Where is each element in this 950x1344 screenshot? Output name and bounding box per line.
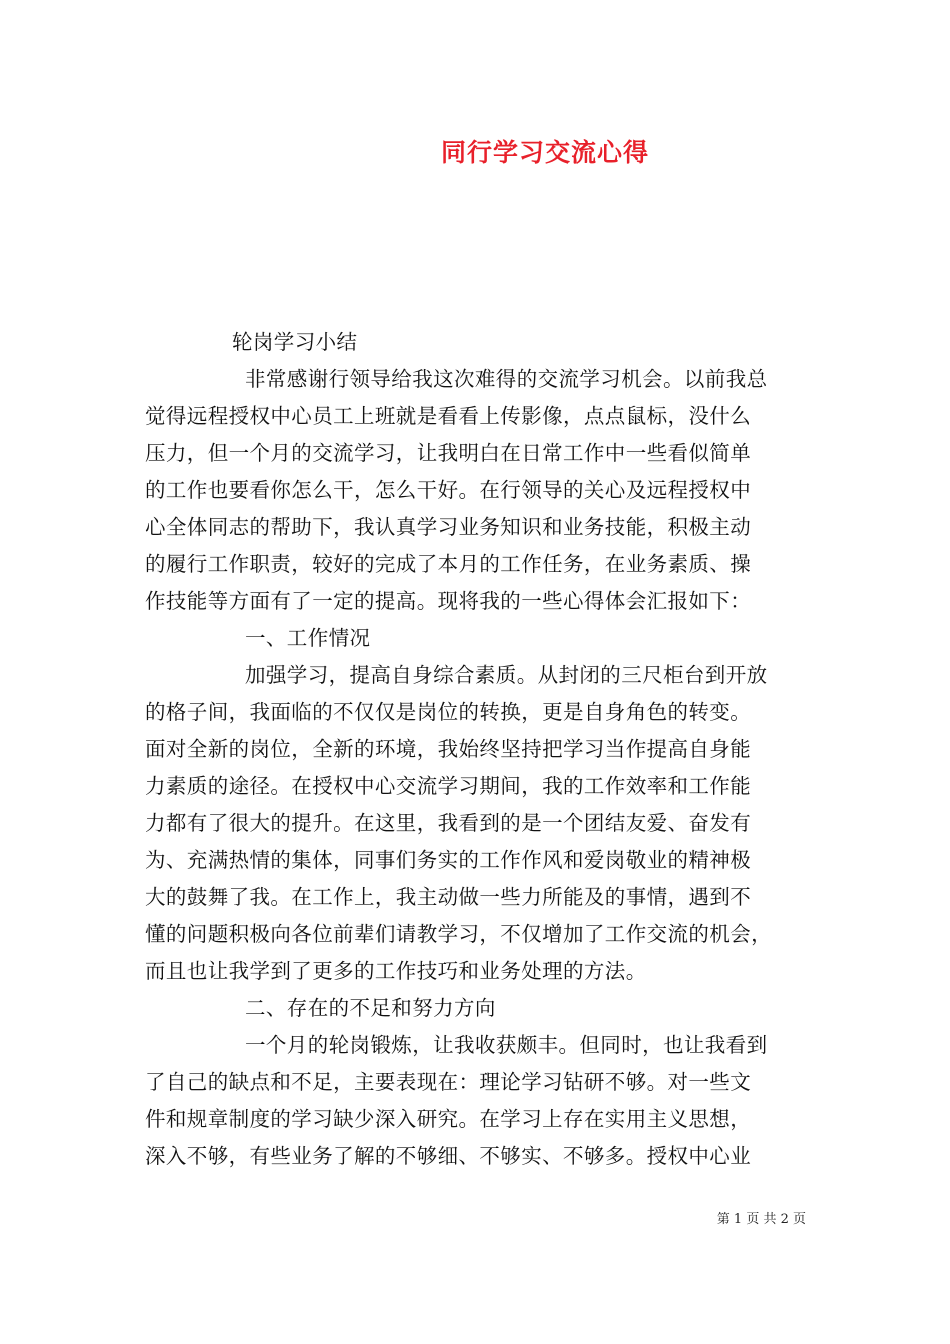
section-heading: 二、存在的不足和努力方向 — [245, 996, 496, 1020]
paragraph-line: 的履行工作职责，较好的完成了本月的工作任务，在业务素质、操 — [145, 552, 752, 576]
paragraph-line: 深入不够，有些业务了解的不够细、不够实、不够多。授权中心业 — [145, 1144, 752, 1168]
paragraph-line: 件和规章制度的学习缺少深入研究。在学习上存在实用主义思想， — [145, 1107, 752, 1131]
paragraph-line: 面对全新的岗位，全新的环境，我始终坚持把学习当作提高自身能 — [145, 737, 752, 761]
paragraph-line: 加强学习，提高自身综合素质。从封闭的三尺柜台到开放 — [245, 663, 768, 687]
paragraph-line: 心全体同志的帮助下，我认真学习业务知识和业务技能，积极主动 — [145, 515, 752, 539]
document-subtitle: 轮岗学习小结 — [232, 330, 358, 354]
paragraph-line: 力都有了很大的提升。在这里，我看到的是一个团结友爱、奋发有 — [145, 811, 752, 835]
paragraph-line: 作技能等方面有了一定的提高。现将我的一些心得体会汇报如下： — [145, 589, 752, 613]
paragraph-line: 懂的问题积极向各位前辈们请教学习，不仅增加了工作交流的机会， — [145, 922, 772, 946]
paragraph-line: 大的鼓舞了我。在工作上，我主动做一些力所能及的事情，遇到不 — [145, 885, 752, 909]
paragraph-line: 力素质的途径。在授权中心交流学习期间，我的工作效率和工作能 — [145, 774, 752, 798]
paragraph-line: 觉得远程授权中心员工上班就是看看上传影像，点点鼠标，没什么 — [145, 404, 752, 428]
document-body — [145, 324, 810, 1175]
paragraph-line: 一个月的轮岗锻炼，让我收获颇丰。但同时，也让我看到 — [245, 1033, 768, 1057]
paragraph-line: 了自己的缺点和不足，主要表现在：理论学习钻研不够。对一些文 — [145, 1070, 752, 1094]
paragraph-line: 压力，但一个月的交流学习，让我明白在日常工作中一些看似简单 — [145, 441, 752, 465]
paragraph-line: 而且也让我学到了更多的工作技巧和业务处理的方法。 — [145, 959, 647, 983]
paragraph-line: 的工作也要看你怎么干，怎么干好。在行领导的关心及远程授权中 — [145, 478, 752, 502]
paragraph-line: 的格子间，我面临的不仅仅是岗位的转换，更是自身角色的转变。 — [145, 700, 752, 724]
page-number: 第 1 页 共 2 页 — [716, 1212, 806, 1227]
paragraph-line: 为、充满热情的集体，同事们务实的工作作风和爱岗敬业的精神极 — [145, 848, 752, 872]
document-title: 同行学习交流心得 — [440, 138, 649, 167]
paragraph-line: 非常感谢行领导给我这次难得的交流学习机会。以前我总 — [245, 367, 768, 391]
section-heading: 一、工作情况 — [245, 626, 371, 650]
